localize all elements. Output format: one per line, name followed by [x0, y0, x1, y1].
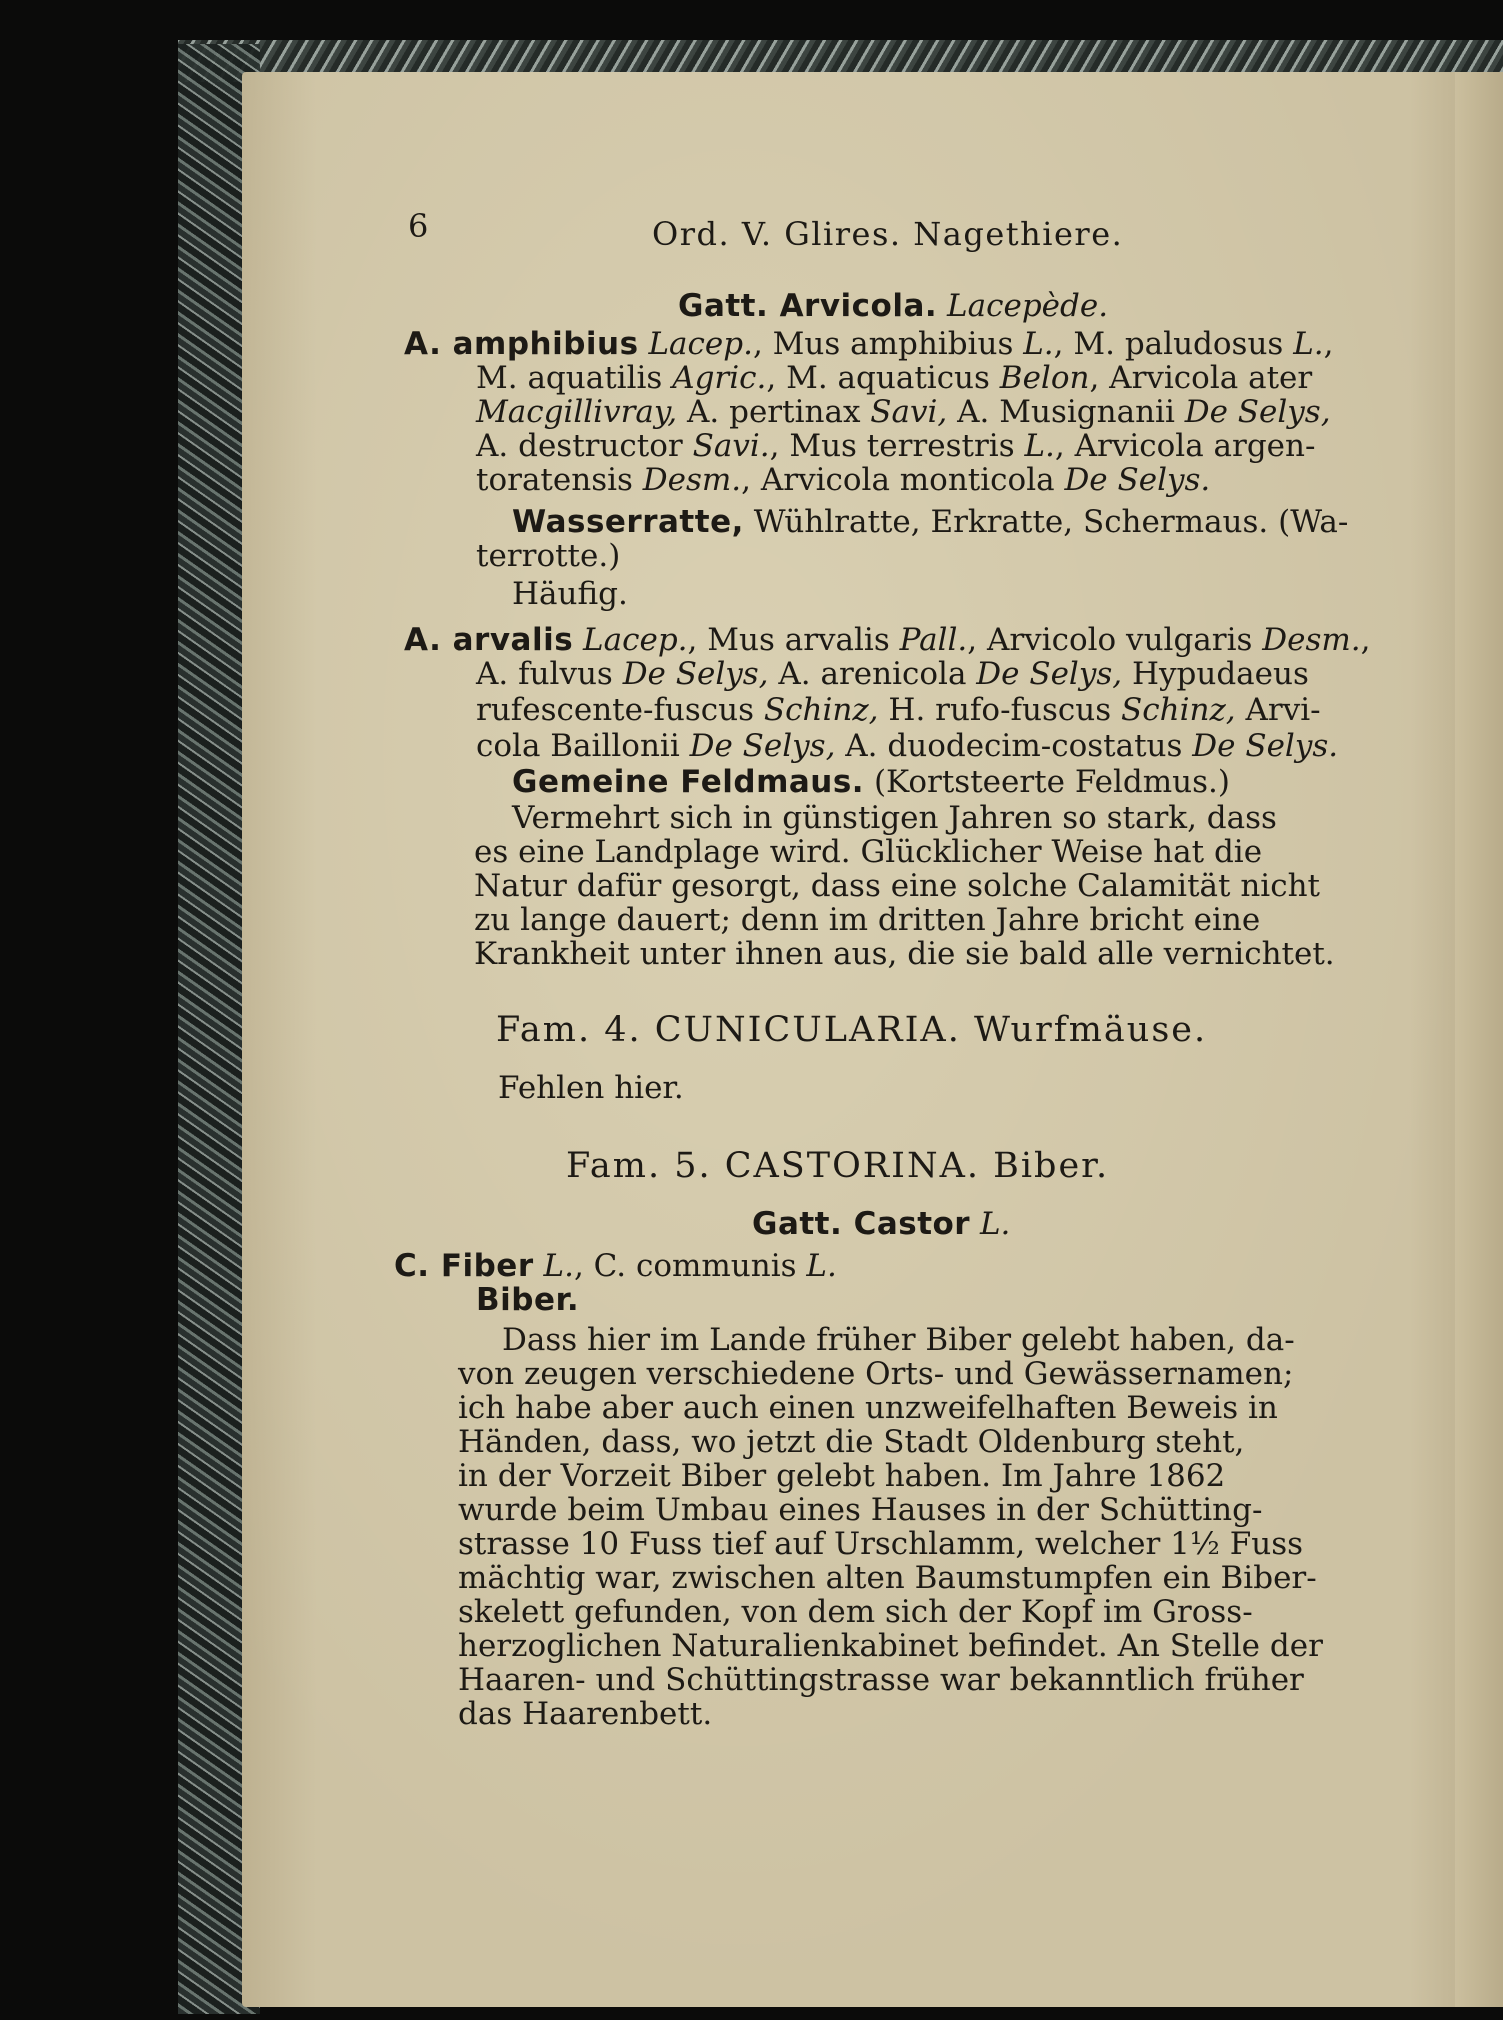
text: , Arvicola monticola: [741, 462, 1055, 498]
text: ,: [1360, 622, 1371, 658]
page-number: 6: [408, 207, 430, 245]
amphibius-common-name: [512, 506, 1348, 539]
amphibius-line-5: [476, 464, 1210, 497]
author: Belon: [999, 360, 1090, 396]
text: M. aquatilis: [476, 360, 663, 396]
author: Schinz,: [1121, 692, 1236, 728]
author: Lacep.: [648, 326, 753, 362]
text: rufescente-fuscus: [476, 692, 755, 728]
text-line: zu lange dauert; denn im dritten Jahre bricht eine: [474, 902, 1261, 938]
castor-common-name: [476, 1284, 579, 1317]
author: De Selys.: [1064, 462, 1211, 498]
text: A. Musignanii: [957, 394, 1175, 430]
text-line: ich habe aber auch einen unzweifelhaften Beweis in: [458, 1390, 1278, 1426]
text-line: herzoglichen Naturalienkabinet befindet. An Stelle der: [458, 1628, 1323, 1664]
text: , M. paludosus: [1053, 326, 1284, 362]
species-name: A. amphibius: [404, 326, 639, 362]
text-line: Vermehrt sich in günstigen Jahren so stark, dass: [512, 800, 1277, 836]
author: Pall.: [899, 622, 968, 658]
text-line: Natur dafür gesorgt, dass eine solche Calamität nicht: [474, 868, 1320, 904]
text: A. fulvus: [476, 656, 613, 692]
text-line: Dass hier im Lande früher Biber gelebt haben, da-: [502, 1322, 1295, 1358]
text: , Mus terrestris: [769, 428, 1015, 464]
author: Lacep.: [583, 622, 688, 658]
author: De Selys,: [1184, 394, 1331, 430]
genus-author: L.: [979, 1206, 1011, 1242]
author: De Selys,: [976, 656, 1123, 692]
genus-label: Gatt. Castor: [752, 1206, 971, 1242]
author: De Selys,: [689, 728, 836, 764]
text: , Arvicola argen-: [1054, 428, 1316, 464]
author: Macgillivray,: [476, 394, 678, 430]
text: , M. aquaticus: [766, 360, 990, 396]
text-line: es eine Landplage wird. Glücklicher Weise hat die: [474, 834, 1263, 870]
author: Agric.: [672, 360, 767, 396]
common-name: Wasserratte,: [512, 504, 744, 540]
author: L.: [806, 1248, 837, 1284]
text: H. rufo-fuscus: [888, 692, 1112, 728]
running-title: Ord. V. Glires. Nagethiere.: [652, 215, 1124, 253]
text-line: das Haarenbett.: [458, 1696, 713, 1732]
text-line: in der Vorzeit Biber gelebt haben. Im Jahre 1862: [458, 1458, 1226, 1494]
text: , Mus amphibius: [752, 326, 1014, 362]
author: Savi.: [692, 428, 770, 464]
author: Schinz,: [763, 692, 879, 728]
family-heading-cunicularia: Fam. 4. CUNICULARIA. Wurfmäuse.: [496, 1010, 1208, 1050]
text: Hypudaeus: [1131, 656, 1309, 692]
author: Desm.: [1262, 622, 1361, 658]
family-note: Fehlen hier.: [498, 1070, 684, 1106]
amphibius-line-2: [476, 362, 1312, 395]
text: toratensis: [476, 462, 633, 498]
amphibius-line-1: [404, 328, 1362, 361]
text-line: wurde beim Umbau eines Hauses in der Schütting-: [458, 1492, 1263, 1528]
species-name: A. arvalis: [404, 622, 574, 658]
amphibius-line-3: [476, 396, 1331, 429]
author: De Selys,: [622, 656, 769, 692]
genus-label: Gatt. Arvicola.: [678, 288, 938, 324]
text-line: von zeugen verschiedene Orts- und Gewässernamen;: [458, 1356, 1294, 1392]
text: Arvi-: [1245, 692, 1321, 728]
text: , Arvicola ater: [1089, 360, 1313, 396]
text: cola Baillonii: [476, 728, 680, 764]
amphibius-common-cont: terrotte.): [476, 538, 621, 574]
amphibius-line-4: [476, 430, 1315, 463]
text-line: skelett gefunden, von dem sich der Kopf im Gross-: [458, 1594, 1253, 1630]
text: , Mus arvalis: [687, 622, 890, 658]
text: Wühlratte, Erkratte, Schermaus. (Wa-: [743, 504, 1349, 540]
text-line: Krankheit unter ihnen aus, die sie bald alle vernichtet.: [474, 936, 1335, 972]
genus-heading-arvicola: [678, 290, 1108, 323]
text: A. destructor: [476, 428, 683, 464]
text: A. arenicola: [778, 656, 967, 692]
arvalis-line-2: [476, 658, 1309, 691]
castor-species-line: [394, 1250, 837, 1283]
text-line: strasse 10 Fuss tief auf Urschlamm, welcher 1½ Fuss: [458, 1526, 1304, 1562]
author: L.: [543, 1248, 574, 1284]
arvalis-line-3: [476, 694, 1321, 727]
text: (Kortsteerte Feldmus.): [864, 764, 1230, 800]
author: L.: [1293, 326, 1324, 362]
text: , Arvicolo vulgaris: [967, 622, 1253, 658]
author: Desm.: [642, 462, 742, 498]
text: , C. communis: [573, 1248, 797, 1284]
common-name: Biber.: [476, 1282, 580, 1318]
text: A. duodecim-costatus: [845, 728, 1183, 764]
common-name: Gemeine Feldmaus.: [512, 764, 865, 800]
amphibius-status: Häufig.: [512, 576, 628, 612]
author: L.: [1023, 326, 1054, 362]
text: A. pertinax: [687, 394, 861, 430]
text: ,: [1323, 326, 1334, 362]
author: De Selys.: [1192, 728, 1339, 764]
text-line: Händen, dass, wo jetzt die Stadt Oldenburg steht,: [458, 1424, 1245, 1460]
family-heading-castorina: Fam. 5. CASTORINA. Biber.: [566, 1146, 1110, 1186]
author: L.: [1024, 428, 1055, 464]
arvalis-line-1: [404, 624, 1371, 657]
author: Savi,: [870, 394, 948, 430]
text-line: mächtig war, zwischen alten Baumstumpfen ein Biber-: [458, 1560, 1317, 1596]
arvalis-line-4: [476, 730, 1338, 763]
arvalis-common-name: [512, 766, 1230, 799]
genus-author: Lacepède.: [947, 288, 1109, 324]
text-line: Haaren- und Schüttingstrasse war bekanntlich früher: [458, 1662, 1304, 1698]
species-name: C. Fiber: [394, 1248, 534, 1284]
genus-heading-castor: [752, 1208, 1010, 1241]
